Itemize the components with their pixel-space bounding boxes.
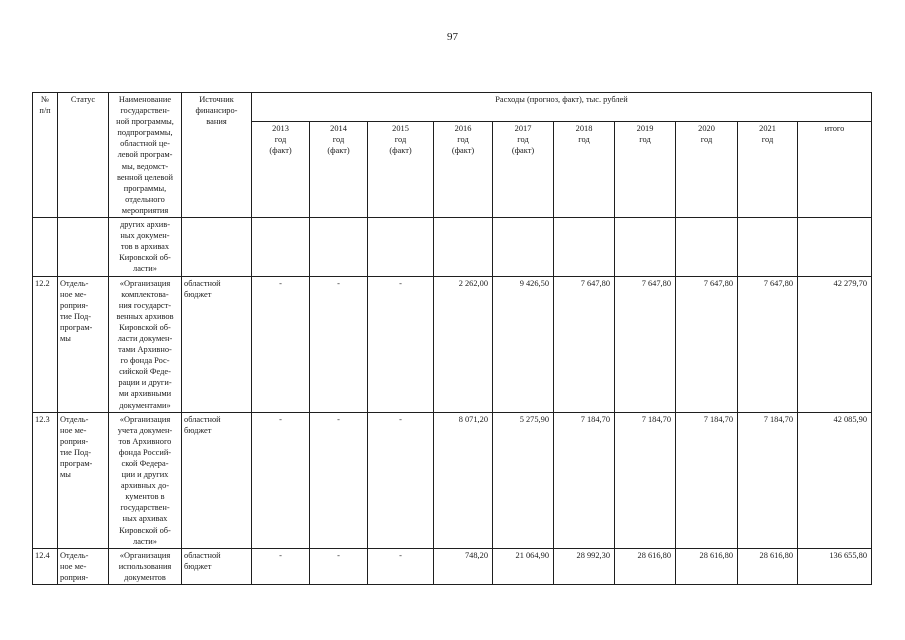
row-value — [252, 218, 310, 276]
row-value: 8 071,20 — [434, 412, 493, 548]
page-number: 97 — [447, 31, 458, 43]
row-source: областной бюджет — [182, 276, 252, 412]
row-value: - — [252, 548, 310, 584]
budget-table-wrapper — [32, 92, 872, 585]
row-value — [434, 218, 493, 276]
row-value: 7 647,80 — [676, 276, 738, 412]
row-status: Отдель- ное ме- роприя- тие Под- програм- мы — [58, 276, 109, 412]
header-year: 2013 год (факт) — [252, 122, 310, 218]
row-source — [182, 218, 252, 276]
row-value: 7 184,70 — [615, 412, 676, 548]
row-value: 7 184,70 — [676, 412, 738, 548]
row-value: 9 426,50 — [493, 276, 554, 412]
header-source: Источник финансиро- вания — [182, 93, 252, 218]
row-status — [58, 218, 109, 276]
row-value — [368, 218, 434, 276]
row-value: 28 616,80 — [615, 548, 676, 584]
row-value: 7 184,70 — [738, 412, 798, 548]
header-num: № п/п — [33, 93, 58, 218]
header-year: 2018 год — [554, 122, 615, 218]
row-total: 136 655,80 — [798, 548, 872, 584]
row-value: - — [252, 412, 310, 548]
header-year: 2020 год — [676, 122, 738, 218]
table-row — [33, 412, 872, 548]
row-value — [738, 218, 798, 276]
header-row — [33, 93, 872, 122]
row-value: - — [368, 412, 434, 548]
row-num: 12.3 — [33, 412, 58, 548]
row-value: 5 275,90 — [493, 412, 554, 548]
row-value — [310, 218, 368, 276]
row-source: областной бюджет — [182, 548, 252, 584]
header-year: 2019 год — [615, 122, 676, 218]
row-value — [676, 218, 738, 276]
header-year: 2021 год — [738, 122, 798, 218]
row-value: 28 992,30 — [554, 548, 615, 584]
row-value — [798, 218, 872, 276]
row-status: Отдель- ное ме- роприя- — [58, 548, 109, 584]
row-value — [493, 218, 554, 276]
row-status: Отдель- ное ме- роприя- тие Под- програм- мы — [58, 412, 109, 548]
budget-table — [32, 92, 872, 585]
header-name: Наименование государствен- ной программы, подпрограммы, областной це- левой програм- мы, ведомст- венной целевой программы, отдельного мероприятия — [109, 93, 182, 218]
row-value: 21 064,90 — [493, 548, 554, 584]
row-value: 7 647,80 — [554, 276, 615, 412]
table-row — [33, 548, 872, 584]
row-value: - — [310, 276, 368, 412]
table-row — [33, 218, 872, 276]
row-value: 7 647,80 — [738, 276, 798, 412]
row-value: - — [252, 276, 310, 412]
row-name: «Организация комплектова- ния государст- венных архивов Кировской об- ласти докумен- тами Архивно- го фонда Рос- сийской Феде- рации и други- ми архивными документами» — [109, 276, 182, 412]
row-source: областной бюджет — [182, 412, 252, 548]
row-value: - — [310, 548, 368, 584]
row-total: 42 279,70 — [798, 276, 872, 412]
row-value: 28 616,80 — [676, 548, 738, 584]
header-year: 2017 год (факт) — [493, 122, 554, 218]
row-total: 42 085,90 — [798, 412, 872, 548]
header-year: 2014 год (факт) — [310, 122, 368, 218]
row-value — [554, 218, 615, 276]
row-value: - — [368, 276, 434, 412]
row-value: 28 616,80 — [738, 548, 798, 584]
row-num: 12.2 — [33, 276, 58, 412]
row-name: «Организация учета докумен- тов Архивного фонда Россий- ской Федера- ции и других архивных до- кументов в государствен- ных архивах Кировской об- ласти» — [109, 412, 182, 548]
row-num: 12.4 — [33, 548, 58, 584]
row-value: - — [310, 412, 368, 548]
table-row — [33, 276, 872, 412]
row-value: 7 184,70 — [554, 412, 615, 548]
row-value — [615, 218, 676, 276]
header-status: Статус — [58, 93, 109, 218]
row-value: 748,20 — [434, 548, 493, 584]
row-value: - — [368, 548, 434, 584]
row-name: других архив- ных докумен- тов в архивах Кировской об- ласти» — [109, 218, 182, 276]
row-name: «Организация использования документов — [109, 548, 182, 584]
row-num — [33, 218, 58, 276]
row-value: 2 262,00 — [434, 276, 493, 412]
header-expenses: Расходы (прогноз, факт), тыс. рублей — [252, 93, 872, 122]
header-year: 2015 год (факт) — [368, 122, 434, 218]
header-total: итого — [798, 122, 872, 218]
row-value: 7 647,80 — [615, 276, 676, 412]
header-year: 2016 год (факт) — [434, 122, 493, 218]
